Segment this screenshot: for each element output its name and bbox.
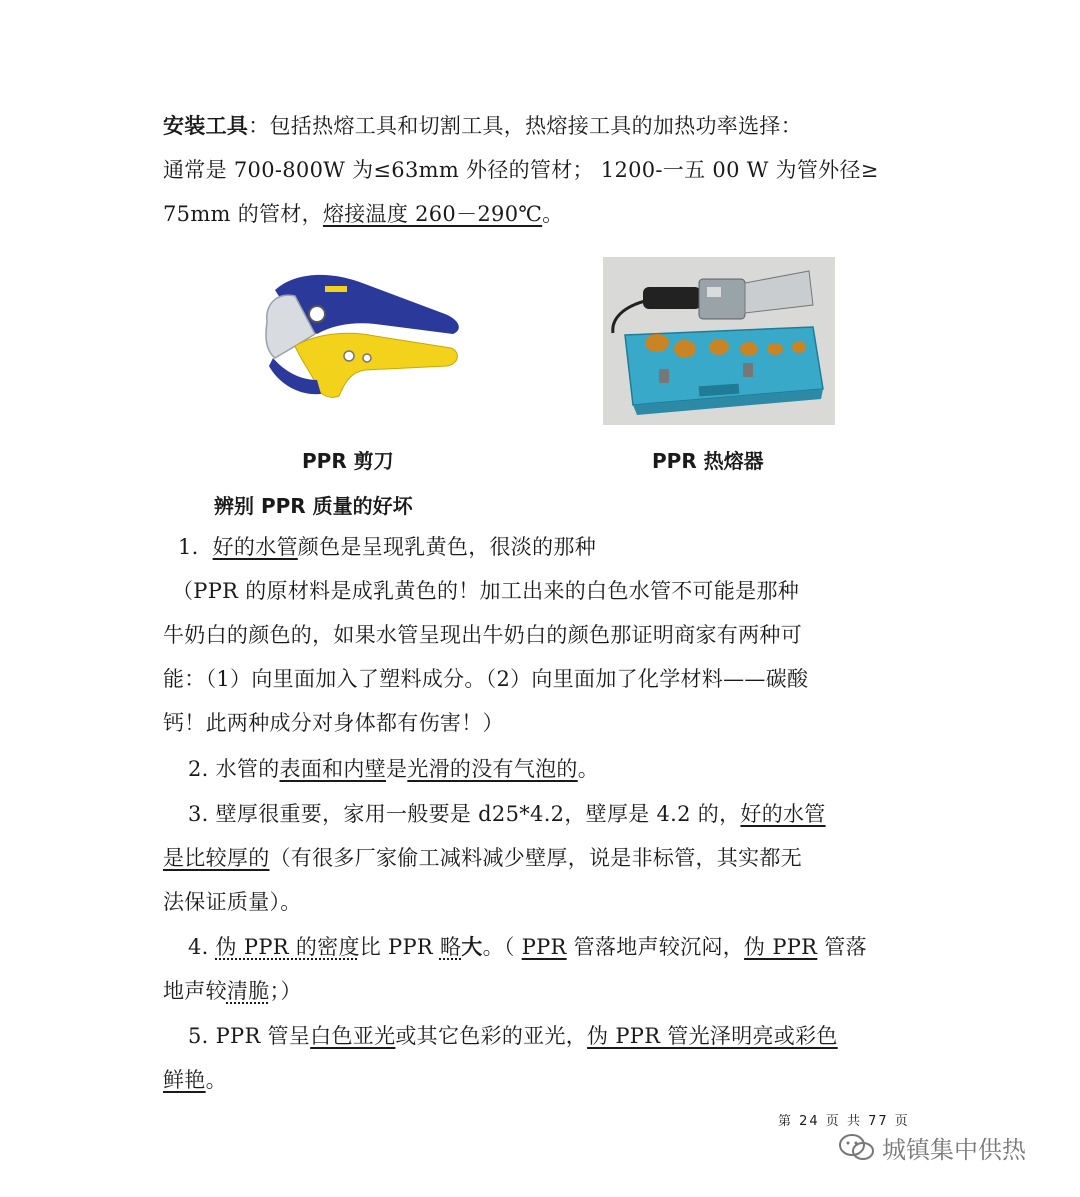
ppr-cutter-photo	[255, 262, 470, 407]
intro-label: 安装工具	[163, 113, 249, 138]
watermark	[838, 1130, 1026, 1165]
intro-line-2: 通常是 700-800W 为≤63mm 外径的管材； 1200-一五 00 W 为管外径≥	[163, 158, 879, 182]
item-5-line-2: 鲜艳。	[163, 1068, 227, 1092]
item-3-line-2: 是比较厚的（有很多厂家偷工减料减少壁厚，说是非标管，其实都无	[163, 846, 802, 870]
welder-caption: PPR 热熔器	[652, 449, 764, 473]
section-title: 辨别 PPR 质量的好坏	[214, 494, 413, 518]
ppr-welder-photo	[603, 257, 835, 425]
paragraph-1-line-1: （PPR 的原材料是成乳黄色的！加工出来的白色水管不可能是那种	[172, 579, 800, 603]
watermark-text: 城镇集中供热	[882, 1136, 1026, 1164]
item-4-line-2: 地声较清脆；）	[163, 979, 302, 1003]
item-2: 2. 水管的表面和内壁是光滑的没有气泡的。	[188, 757, 600, 781]
paragraph-1-line-2: 牛奶白的颜色的，如果水管呈现出牛奶白的颜色那证明商家有两种可	[163, 623, 802, 647]
item-1: 1. 好的水管颜色是呈现乳黄色，很淡的那种	[178, 535, 596, 559]
wechat-icon	[838, 1133, 876, 1163]
paragraph-1-line-4: 钙！此两种成分对身体都有伤害！）	[163, 711, 504, 735]
item-3-line-1: 3. 壁厚很重要，家用一般要是 d25*4.2，壁厚是 4.2 的，好的水管	[188, 802, 826, 826]
cutter-caption: PPR 剪刀	[302, 449, 394, 473]
intro-line-3: 75mm 的管材，熔接温度 260－290℃。	[163, 202, 564, 226]
item-4-line-1: 4. 伪 PPR 的密度比 PPR 略大。（ PPR 管落地声较沉闷，伪 PPR 管落	[188, 934, 867, 959]
item-5-line-1: 5. PPR 管呈白色亚光或其它色彩的亚光，伪 PPR 管光泽明亮或彩色	[188, 1024, 838, 1048]
page-number: 第 24 页 共 77 页	[778, 1114, 910, 1129]
intro-line-1: 安装工具：包括热熔工具和切割工具，热熔接工具的加热功率选择：	[163, 113, 803, 138]
paragraph-1-line-3: 能：（1）向里面加入了塑料成分。（2）向里面加了化学材料——碳酸	[163, 667, 809, 691]
item-3-line-3: 法保证质量）。	[163, 890, 302, 914]
